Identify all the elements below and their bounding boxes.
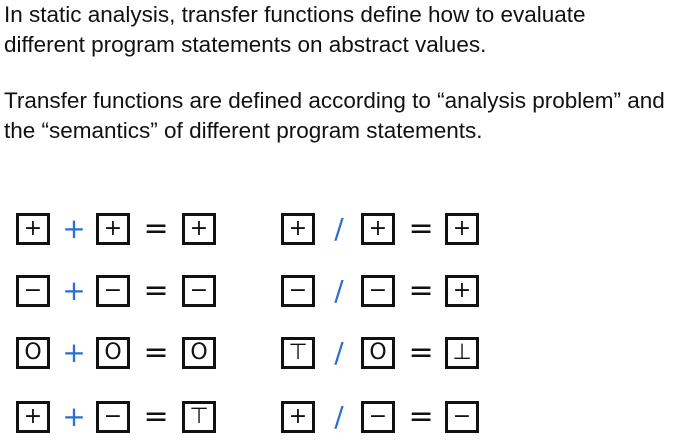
result-box: +: [182, 213, 216, 245]
divide-operator: /: [334, 400, 344, 433]
divide-operator: /: [334, 336, 344, 369]
result-box: +: [445, 213, 479, 245]
operand-left-box: ⊤: [281, 337, 315, 369]
plus-operator: +: [62, 274, 86, 307]
operand-left-box: +: [281, 213, 315, 245]
operand-right-box: −: [361, 275, 395, 307]
result-box: −: [445, 401, 479, 433]
divide-operator: /: [334, 212, 344, 245]
equals-sign: =: [408, 399, 434, 434]
equals-sign: =: [143, 335, 169, 370]
operand-right-box: +: [361, 213, 395, 245]
result-box: +: [445, 275, 479, 307]
intro-paragraph-1: In static analysis, transfer functions define how to evaluate different program statements on abstract values.: [4, 2, 586, 57]
result-box: O: [182, 337, 216, 369]
equals-sign: =: [408, 211, 434, 246]
equals-sign: =: [143, 211, 169, 246]
plus-operator: +: [62, 400, 86, 433]
equals-sign: =: [143, 273, 169, 308]
operand-right-box: +: [96, 213, 130, 245]
operand-left-box: −: [281, 275, 315, 307]
operand-left-box: +: [16, 213, 50, 245]
divide-operator: /: [334, 274, 344, 307]
plus-operator: +: [62, 336, 86, 369]
result-box: ⊤: [182, 401, 216, 433]
operand-right-box: −: [96, 401, 130, 433]
operand-right-box: O: [96, 337, 130, 369]
result-box: −: [182, 275, 216, 307]
operand-right-box: −: [96, 275, 130, 307]
operand-left-box: O: [16, 337, 50, 369]
equals-sign: =: [408, 335, 434, 370]
intro-paragraph-2: Transfer functions are defined according to “analysis problem” and the “semantics” of different program statements.: [4, 88, 665, 143]
operand-right-box: −: [361, 401, 395, 433]
plus-operator: +: [62, 212, 86, 245]
equals-sign: =: [143, 399, 169, 434]
result-box: ⊥: [445, 337, 479, 369]
operand-right-box: O: [361, 337, 395, 369]
equals-sign: =: [408, 273, 434, 308]
operand-left-box: +: [16, 401, 50, 433]
operand-left-box: +: [281, 401, 315, 433]
operand-left-box: −: [16, 275, 50, 307]
